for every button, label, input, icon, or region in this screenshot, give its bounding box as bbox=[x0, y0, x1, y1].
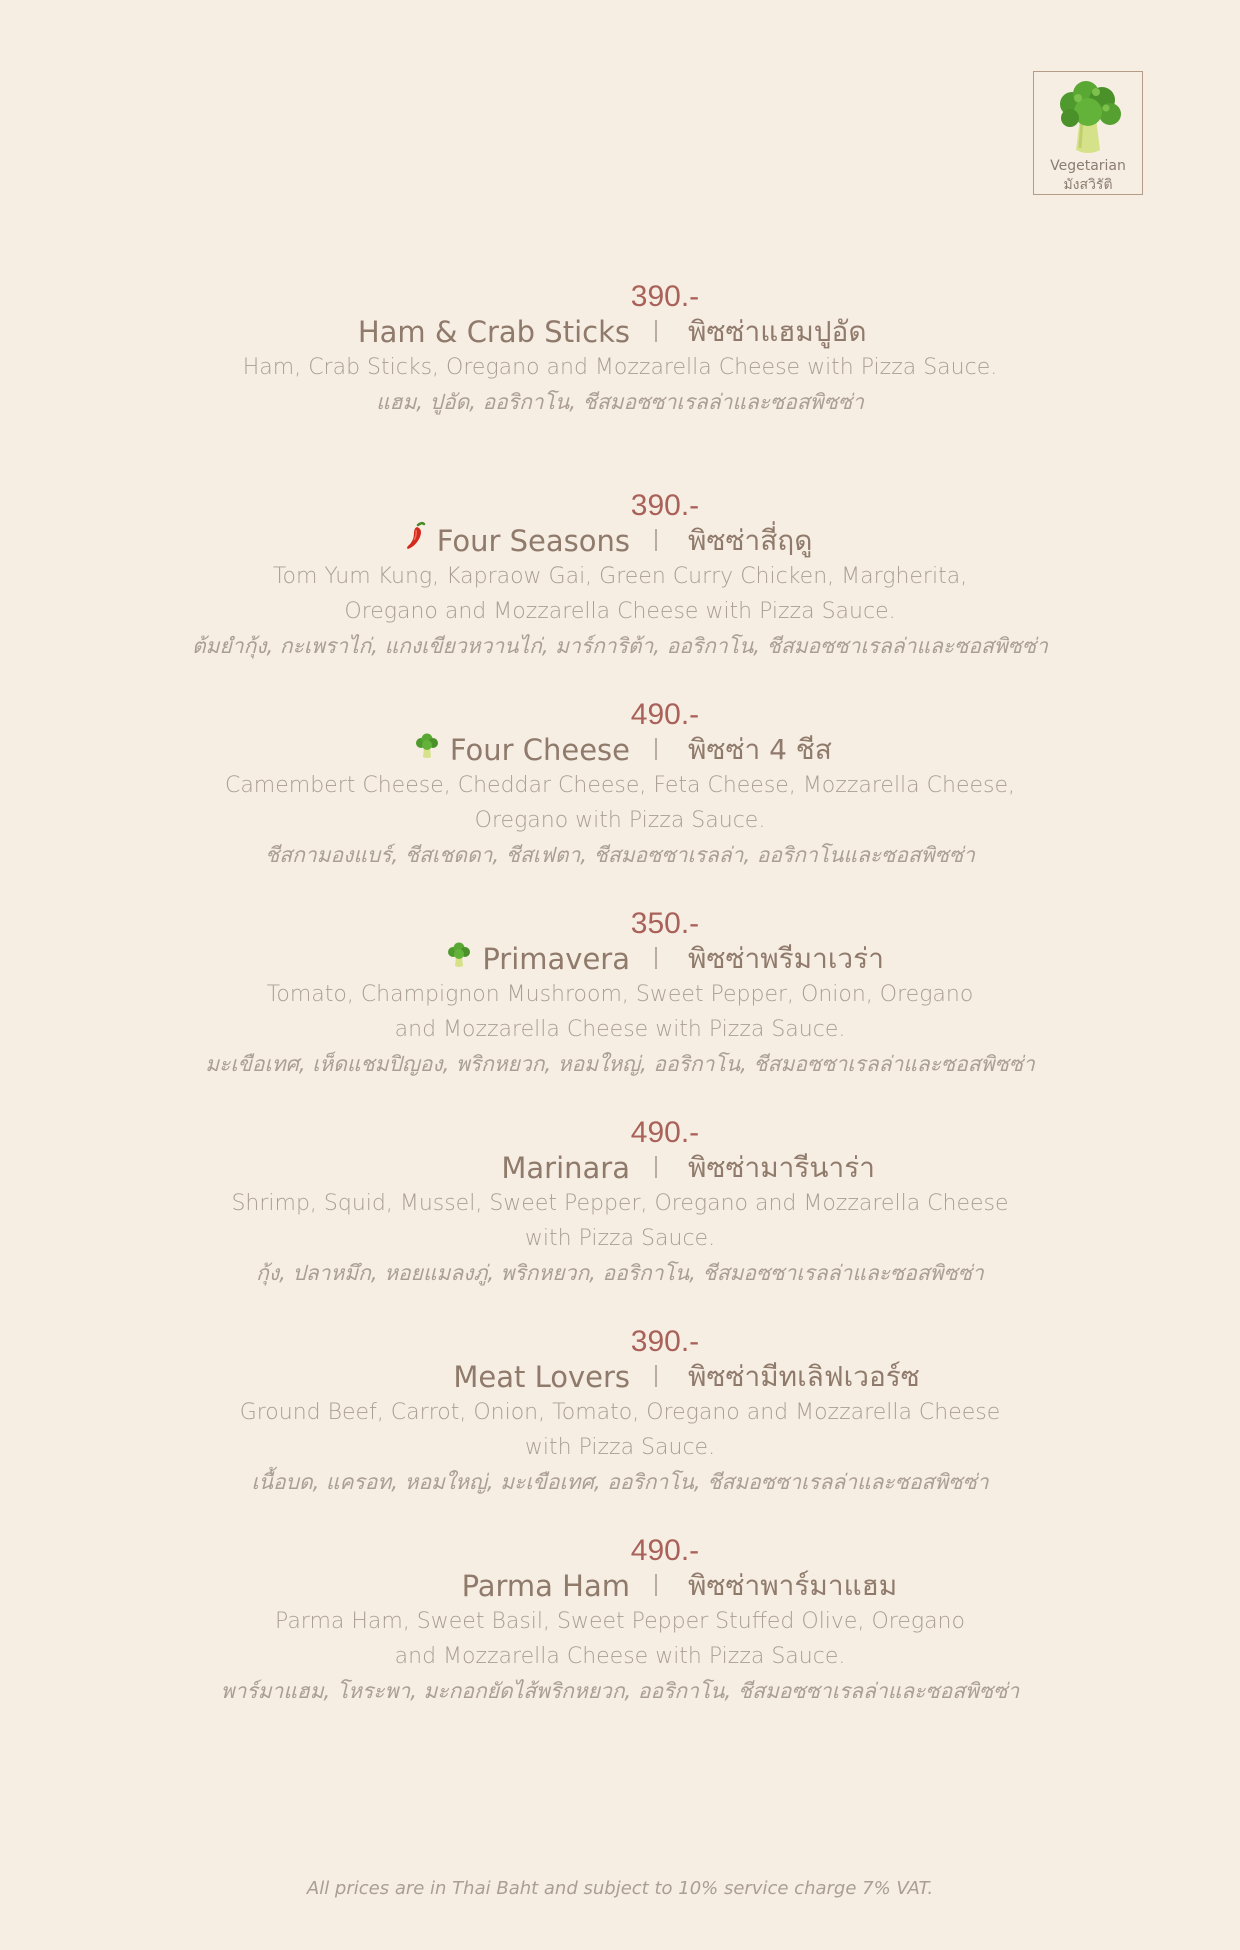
menu-item-price: 350.- bbox=[630, 907, 700, 940]
menu-item-price: 390.- bbox=[630, 1325, 700, 1358]
menu-item-name-th: พิซซ่ามารีนาร่า bbox=[688, 1151, 876, 1184]
title-divider bbox=[655, 320, 657, 342]
title-divider bbox=[655, 1156, 657, 1178]
menu-item-title bbox=[0, 523, 1240, 559]
menu-item-description-en: Tomato, Champignon Mushroom, Sweet Pepper, Onion, Oregano bbox=[266, 982, 974, 1007]
menu-item bbox=[0, 1116, 1240, 1325]
menu-item-name-en: Marinara bbox=[501, 1151, 630, 1185]
menu-item-name-en: Parma Ham bbox=[461, 1569, 630, 1603]
menu-item-price: 490.- bbox=[630, 698, 700, 731]
menu-item-description-en: and Mozzarella Cheese with Pizza Sauce. bbox=[394, 1644, 846, 1669]
chili-icon bbox=[405, 521, 427, 559]
menu-item-description-en: Tom Yum Kung, Kapraow Gai, Green Curry Chicken, Margherita, bbox=[272, 564, 968, 589]
menu-item-description-en: and Mozzarella Cheese with Pizza Sauce. bbox=[394, 1017, 846, 1042]
menu-item-description-th: มะเขือเทศ, เห็ดแชมปิญอง, พริกหยวก, หอมใหญ่, ออริกาโน, ชีสมอซซาเรลล่าและซอสพิซซ่า bbox=[205, 1052, 1035, 1076]
vegetarian-legend bbox=[1033, 71, 1143, 195]
menu-item bbox=[0, 1325, 1240, 1534]
menu-item-name-th: พิซซ่าพรีมาเวร่า bbox=[688, 942, 884, 975]
menu-item bbox=[0, 907, 1240, 1116]
menu-item-title bbox=[0, 1150, 1240, 1186]
menu-item-description-en: Oregano with Pizza Sauce. bbox=[474, 808, 766, 833]
menu-item-description-en: Parma Ham, Sweet Basil, Sweet Pepper Stuffed Olive, Oregano bbox=[275, 1609, 965, 1634]
menu-item-description-en: Oregano and Mozzarella Cheese with Pizza Sauce. bbox=[344, 599, 896, 624]
menu-item-title bbox=[0, 314, 1240, 350]
menu-item bbox=[0, 489, 1240, 698]
menu-item-name-th: พิซซ่าพาร์มาแฮม bbox=[688, 1569, 898, 1602]
menu-item-description-en: Ground Beef, Carrot, Onion, Tomato, Oregano and Mozzarella Cheese bbox=[239, 1400, 1001, 1425]
menu-item-name-th: พิซซ่าสี่ฤดู bbox=[688, 524, 813, 557]
menu-item-description-th: พาร์มาแฮม, โหระพา, มะกอกยัดไส้พริกหยวก, ออริกาโน, ชีสมอซซาเรลล่าและซอสพิซซ่า bbox=[220, 1679, 1020, 1703]
menu-item-price: 390.- bbox=[630, 280, 700, 313]
broccoli-icon bbox=[1050, 78, 1126, 156]
pizza-menu bbox=[0, 280, 1240, 1743]
broccoli-icon bbox=[446, 940, 472, 976]
title-divider bbox=[655, 947, 657, 969]
menu-item-description-en: with Pizza Sauce. bbox=[524, 1226, 716, 1251]
title-divider bbox=[655, 1574, 657, 1596]
price-disclaimer: All prices are in Thai Baht and subject to 10% service charge 7% VAT. bbox=[306, 1878, 934, 1899]
menu-item-name-en: Four Seasons bbox=[436, 524, 630, 558]
menu-item-name-en: Four Cheese bbox=[449, 733, 630, 767]
menu-item-title bbox=[0, 1568, 1240, 1604]
title-divider bbox=[655, 738, 657, 760]
menu-item-title bbox=[0, 1359, 1240, 1395]
menu-item-description-th: ชีสกามองแบร์, ชีสเชดดา, ชีสเฟตา, ชีสมอซซาเรลล่า, ออริกาโนและซอสพิซซ่า bbox=[265, 843, 975, 867]
menu-item-description-en: Camembert Cheese, Cheddar Cheese, Feta Cheese, Mozzarella Cheese, bbox=[224, 773, 1016, 798]
menu-item-description-th: กุ้ง, ปลาหมึก, หอยแมลงภู่, พริกหยวก, ออริกาโน, ชีสมอซซาเรลล่าและซอสพิซซ่า bbox=[256, 1261, 984, 1285]
menu-item-description-en: Shrimp, Squid, Mussel, Sweet Pepper, Oregano and Mozzarella Cheese bbox=[231, 1191, 1009, 1216]
menu-item-name-en: Primavera bbox=[482, 942, 630, 976]
title-divider bbox=[655, 529, 657, 551]
menu-item bbox=[0, 698, 1240, 907]
menu-item-description-en: Ham, Crab Sticks, Oregano and Mozzarella Cheese with Pizza Sauce. bbox=[242, 355, 998, 380]
menu-item-description-th: เนื้อบด, แครอท, หอมใหญ่, มะเขือเทศ, ออริกาโน, ชีสมอซซาเรลล่าและซอสพิซซ่า bbox=[251, 1470, 989, 1494]
menu-item-description-en: with Pizza Sauce. bbox=[524, 1435, 716, 1460]
menu-item bbox=[0, 280, 1240, 489]
menu-item-name-th: พิซซ่า 4 ชีส bbox=[688, 733, 832, 766]
menu-item-name-th: พิซซ่าแฮมปูอัด bbox=[688, 315, 867, 348]
broccoli-icon bbox=[414, 731, 440, 767]
legend-label-en: Vegetarian bbox=[1050, 158, 1126, 174]
menu-item-name-en: Ham & Crab Sticks bbox=[357, 315, 630, 349]
menu-item-description-th: ต้มยำกุ้ง, กะเพราไก่, แกงเขียวหวานไก่, มาร์การิต้า, ออริกาโน, ชีสมอซซาเรลล่าและซอสพิซซ่า bbox=[192, 634, 1048, 658]
menu-item-name-th: พิซซ่ามีทเลิฟเวอร์ซ bbox=[688, 1360, 920, 1393]
menu-item-price: 490.- bbox=[630, 1116, 700, 1149]
title-divider bbox=[655, 1365, 657, 1387]
menu-item bbox=[0, 1534, 1240, 1743]
menu-item-title bbox=[0, 941, 1240, 977]
menu-item-price: 390.- bbox=[630, 489, 700, 522]
legend-label-th: มังสวิรัติ bbox=[1063, 177, 1113, 193]
menu-item-description-th: แฮม, ปูอัด, ออริกาโน, ชีสมอซซาเรลล่าและซอสพิซซ่า bbox=[376, 390, 864, 414]
menu-item-name-en: Meat Lovers bbox=[453, 1360, 630, 1394]
menu-item-price: 490.- bbox=[630, 1534, 700, 1567]
menu-item-title bbox=[0, 732, 1240, 768]
